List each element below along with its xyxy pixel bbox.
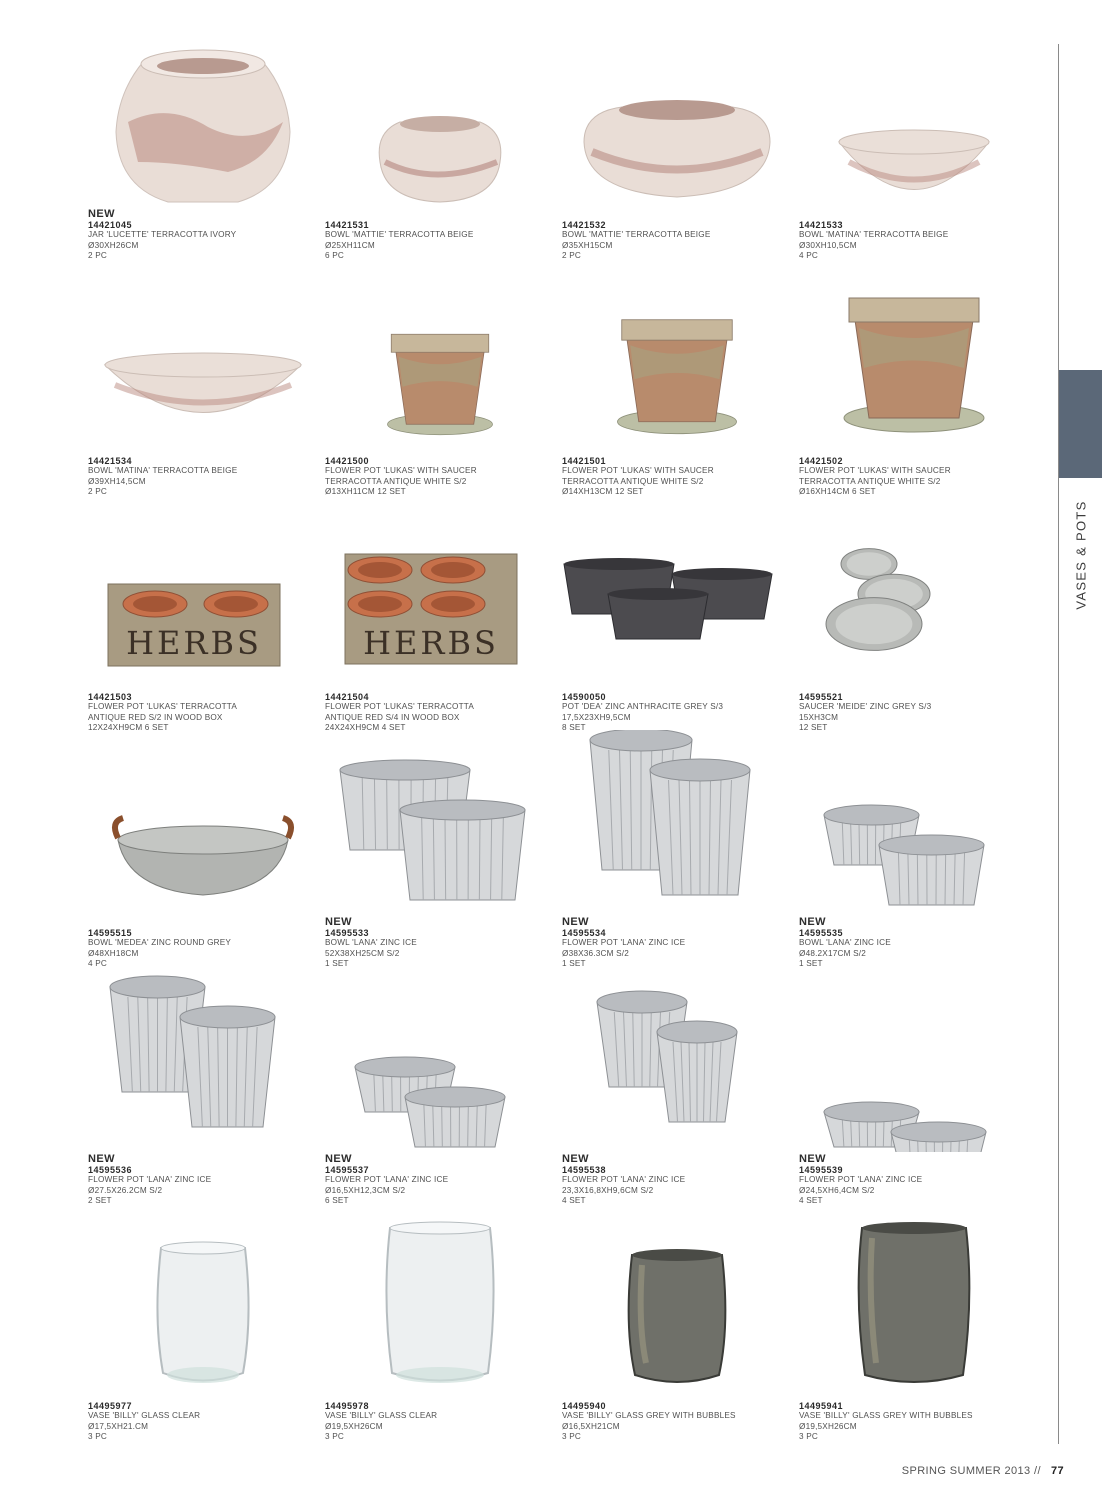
new-badge: NEW	[88, 1153, 115, 1165]
product-item	[325, 22, 555, 261]
product-spec: 52X38XH25CM S/2	[325, 948, 400, 958]
terracotta-bowl-icon	[562, 22, 792, 207]
new-badge: NEW	[799, 916, 826, 928]
new-badge: NEW	[799, 1153, 826, 1165]
product-spec: Ø48.2X17CM S/2	[799, 948, 866, 958]
product-name: FLOWER POT 'LANA' ZINC ICE	[799, 1175, 923, 1185]
zinc-tub-icon	[88, 730, 318, 915]
glass-vase-grey-icon	[562, 1203, 792, 1388]
product-code: 14421500	[325, 456, 370, 466]
product-item	[325, 1203, 555, 1442]
product-details	[799, 1401, 1029, 1443]
product-name: FLOWER POT 'LUKAS' WITH SAUCER	[799, 466, 951, 476]
product-spec: Ø16XH14CM 6 SET	[799, 487, 876, 497]
product-name: FLOWER POT 'LANA' ZINC ICE	[562, 938, 686, 948]
product-code: 14595539	[799, 1165, 844, 1175]
product-item	[325, 730, 555, 969]
shallow-bowl-icon	[88, 258, 318, 443]
product-spec: Ø13XH11CM 12 SET	[325, 487, 406, 497]
product-spec: Ø16,5XH21CM	[562, 1421, 620, 1431]
product-spec: 3 PC	[325, 1432, 345, 1442]
product-name: VASE 'BILLY' GLASS CLEAR	[88, 1411, 201, 1421]
product-item	[325, 967, 555, 1206]
product-spec: Ø48XH18CM	[88, 948, 139, 958]
product-spec: 3 PC	[799, 1432, 819, 1442]
product-details	[325, 692, 555, 734]
zinc-bucket-icon	[562, 967, 792, 1152]
product-spec: TERRACOTTA ANTIQUE WHITE S/2	[799, 476, 941, 486]
product-item	[799, 730, 1029, 969]
product-item	[88, 258, 318, 497]
product-code: 14595537	[325, 1165, 370, 1175]
glass-vase-grey-icon	[799, 1203, 1029, 1388]
product-details	[799, 916, 1029, 970]
product-item	[799, 22, 1029, 261]
product-name: VASE 'BILLY' GLASS GREY WITH BUBBLES	[562, 1411, 736, 1421]
product-code: 14421533	[799, 220, 844, 230]
shallow-bowl-icon	[799, 22, 1029, 207]
product-details	[325, 916, 555, 970]
product-spec: Ø30XH26CM	[88, 240, 139, 250]
product-code: 14595534	[562, 928, 607, 938]
zinc-bowl-icon	[325, 730, 555, 915]
flower-pot-saucer-icon	[799, 258, 1029, 443]
new-badge: NEW	[325, 916, 352, 928]
product-code: 14590050	[562, 692, 607, 702]
product-details	[562, 456, 792, 498]
product-details	[799, 456, 1029, 498]
product-spec: ANTIQUE RED S/4 IN WOOD BOX	[325, 712, 460, 722]
svg-text:HERBS: HERBS	[126, 624, 262, 662]
product-details	[325, 1153, 555, 1207]
product-name: BOWL 'MATTIE' TERRACOTTA BEIGE	[562, 230, 711, 240]
product-name: BOWL 'MATINA' TERRACOTTA BEIGE	[799, 230, 949, 240]
glass-vase-clear-icon	[88, 1203, 318, 1388]
product-item	[799, 494, 1029, 733]
product-spec: 1 SET	[799, 959, 823, 969]
product-spec: Ø38X36.3CM S/2	[562, 948, 629, 958]
product-details	[562, 1401, 792, 1443]
product-code: 14595535	[799, 928, 844, 938]
product-spec: Ø35XH15CM	[562, 240, 613, 250]
product-spec: 17,5X23XH9,5CM	[562, 712, 631, 722]
product-item	[799, 967, 1029, 1206]
product-spec: 4 PC	[88, 959, 108, 969]
product-spec: Ø14XH13CM 12 SET	[562, 487, 644, 497]
product-details	[562, 220, 792, 262]
terracotta-jar-icon	[88, 22, 318, 207]
product-item	[88, 494, 318, 733]
product-details	[88, 208, 318, 262]
product-spec: TERRACOTTA ANTIQUE WHITE S/2	[325, 476, 467, 486]
product-spec: 2 PC	[88, 251, 108, 261]
herb-box-icon	[88, 494, 318, 679]
product-item	[88, 22, 318, 261]
product-name: POT 'DEA' ZINC ANTHRACITE GREY S/3	[562, 702, 724, 712]
product-code: 14595536	[88, 1165, 133, 1175]
product-details	[88, 928, 318, 970]
product-item	[562, 258, 792, 497]
new-badge: NEW	[562, 916, 589, 928]
product-code: 14595521	[799, 692, 844, 702]
product-code: 14421503	[88, 692, 133, 702]
product-details	[562, 916, 792, 970]
product-name: BOWL 'MATTIE' TERRACOTTA BEIGE	[325, 230, 474, 240]
new-badge: NEW	[88, 208, 115, 220]
zinc-bucket-icon	[88, 967, 318, 1152]
product-details	[325, 1401, 555, 1443]
product-spec: Ø19,5XH26CM	[325, 1421, 383, 1431]
product-name: VASE 'BILLY' GLASS CLEAR	[325, 1411, 438, 1421]
svg-text:HERBS: HERBS	[363, 624, 499, 662]
product-name: FLOWER POT 'LUKAS' WITH SAUCER	[562, 466, 714, 476]
product-details	[799, 1153, 1029, 1207]
new-badge: NEW	[325, 1153, 352, 1165]
product-spec: 4 SET	[562, 1196, 586, 1206]
product-details	[562, 1153, 792, 1207]
product-spec: 15XH3CM	[799, 712, 839, 722]
product-spec: ANTIQUE RED S/2 IN WOOD BOX	[88, 712, 223, 722]
product-name: BOWL 'MATINA' TERRACOTTA BEIGE	[88, 466, 238, 476]
product-code: 14495940	[562, 1401, 607, 1411]
flower-pot-saucer-icon	[562, 258, 792, 443]
product-item	[88, 1203, 318, 1442]
product-spec: Ø30XH10,5CM	[799, 240, 857, 250]
product-spec: 3 PC	[562, 1432, 582, 1442]
product-spec: Ø39XH14,5CM	[88, 476, 146, 486]
product-spec: Ø19,5XH26CM	[799, 1421, 857, 1431]
product-item	[562, 494, 792, 733]
product-details	[325, 220, 555, 262]
product-item	[88, 967, 318, 1206]
product-spec: 2 PC	[88, 487, 108, 497]
product-details	[88, 1153, 318, 1207]
product-name: SAUCER 'MEIDE' ZINC GREY S/3	[799, 702, 932, 712]
product-code: 14421502	[799, 456, 844, 466]
saucer-icon	[799, 494, 1029, 679]
section-title: VASES & POTS	[1073, 500, 1089, 610]
product-item	[325, 258, 555, 497]
product-code: 14421501	[562, 456, 607, 466]
zinc-bowl-icon	[799, 730, 1029, 915]
product-code: 14495941	[799, 1401, 844, 1411]
product-spec: 6 PC	[325, 251, 345, 261]
product-spec: Ø16,5XH12,3CM S/2	[325, 1185, 406, 1195]
product-spec: 4 PC	[799, 251, 819, 261]
product-code: 14421045	[88, 220, 133, 230]
product-code: 14421534	[88, 456, 133, 466]
product-spec: 24X24XH9CM 4 SET	[325, 723, 406, 733]
product-code: 14595533	[325, 928, 370, 938]
product-details	[88, 456, 318, 498]
new-badge: NEW	[562, 1153, 589, 1165]
product-spec: Ø17,5XH21.CM	[88, 1421, 149, 1431]
oval-pot-icon	[562, 494, 792, 679]
product-spec: 2 SET	[88, 1196, 112, 1206]
product-details	[562, 692, 792, 734]
product-spec: 1 SET	[562, 959, 586, 969]
product-item	[562, 967, 792, 1206]
product-spec: Ø24,5XH6,4CM S/2	[799, 1185, 875, 1195]
product-spec: 8 SET	[562, 723, 586, 733]
product-name: JAR 'LUCETTE' TERRACOTTA IVORY	[88, 230, 237, 240]
product-item	[325, 494, 555, 733]
zinc-bucket-icon	[562, 730, 792, 915]
product-code: 14595515	[88, 928, 133, 938]
page-footer	[902, 1465, 1064, 1477]
product-code: 14421531	[325, 220, 370, 230]
product-name: FLOWER POT 'LANA' ZINC ICE	[562, 1175, 686, 1185]
product-code: 14495977	[88, 1401, 133, 1411]
product-spec: 2 PC	[562, 251, 582, 261]
product-details	[799, 692, 1029, 734]
product-name: FLOWER POT 'LANA' ZINC ICE	[325, 1175, 449, 1185]
page-number: 77	[1050, 1465, 1064, 1477]
product-item	[562, 730, 792, 969]
product-name: VASE 'BILLY' GLASS GREY WITH BUBBLES	[799, 1411, 973, 1421]
product-name: BOWL 'LANA' ZINC ICE	[325, 938, 417, 948]
product-details	[88, 692, 318, 734]
product-spec: 23,3X16,8XH9,6CM S/2	[562, 1185, 654, 1195]
product-code: 14595538	[562, 1165, 607, 1175]
product-spec: TERRACOTTA ANTIQUE WHITE S/2	[562, 476, 704, 486]
product-spec: 6 SET	[325, 1196, 349, 1206]
product-item	[799, 258, 1029, 497]
product-spec: 3 PC	[88, 1432, 108, 1442]
product-spec: 1 SET	[325, 959, 349, 969]
zinc-bowl-icon	[799, 967, 1029, 1152]
product-spec: Ø27.5X26.2CM S/2	[88, 1185, 163, 1195]
product-spec: 12 SET	[799, 723, 828, 733]
product-item	[562, 22, 792, 261]
product-code: 14421532	[562, 220, 607, 230]
product-name: FLOWER POT 'LUKAS' WITH SAUCER	[325, 466, 477, 476]
product-name: BOWL 'LANA' ZINC ICE	[799, 938, 891, 948]
product-name: FLOWER POT 'LANA' ZINC ICE	[88, 1175, 212, 1185]
product-name: FLOWER POT 'LUKAS' TERRACOTTA	[325, 702, 475, 712]
footer-label: SPRING SUMMER 2013 //	[901, 1465, 1041, 1477]
product-details	[88, 1401, 318, 1443]
product-spec: 12X24XH9CM 6 SET	[88, 723, 169, 733]
product-code: 14495978	[325, 1401, 370, 1411]
product-spec: 4 SET	[799, 1196, 823, 1206]
glass-vase-clear-icon	[325, 1203, 555, 1388]
flower-pot-saucer-icon	[325, 258, 555, 443]
product-details	[325, 456, 555, 498]
product-name: FLOWER POT 'LUKAS' TERRACOTTA	[88, 702, 238, 712]
product-code: 14421504	[325, 692, 370, 702]
product-spec: Ø25XH11CM	[325, 240, 375, 250]
herb-box-icon	[325, 494, 555, 679]
product-name: BOWL 'MEDEA' ZINC ROUND GREY	[88, 938, 232, 948]
zinc-bowl-icon	[325, 967, 555, 1152]
product-item	[799, 1203, 1029, 1442]
product-details	[799, 220, 1029, 262]
product-item	[88, 730, 318, 969]
terracotta-bowl-icon	[325, 22, 555, 207]
product-item	[562, 1203, 792, 1442]
